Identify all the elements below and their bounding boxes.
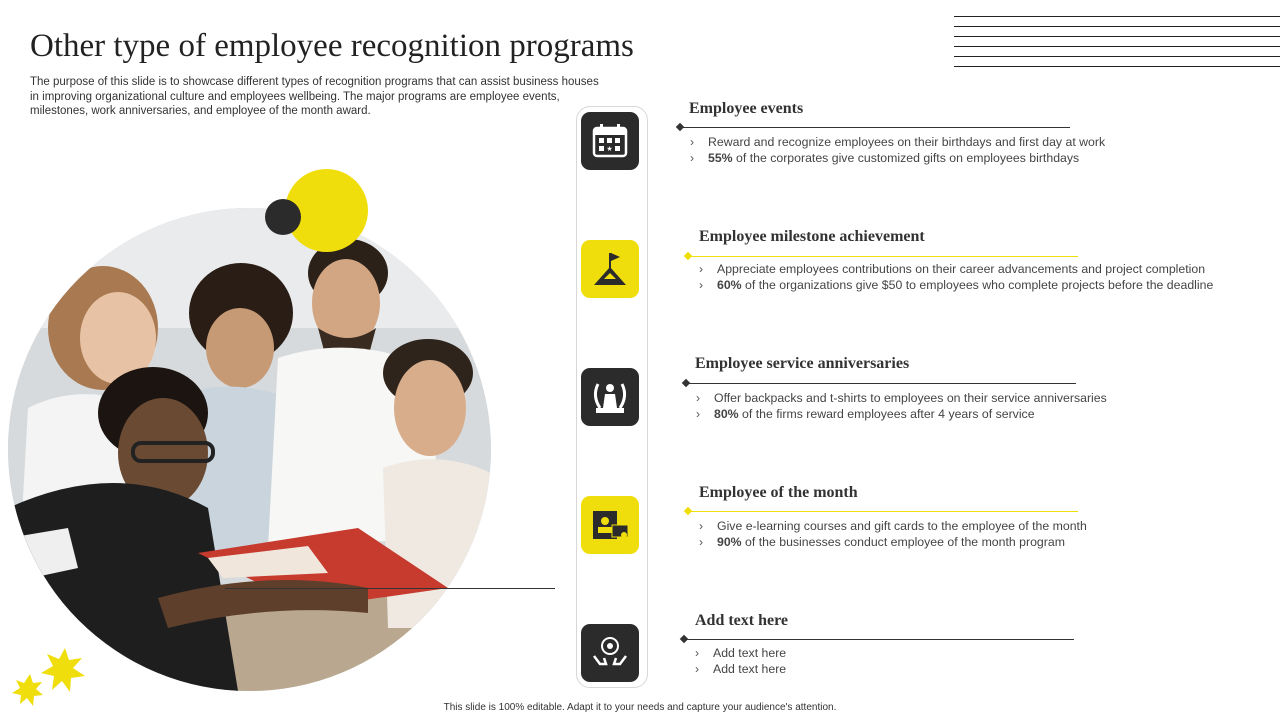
section-service-anniversaries xyxy=(695,355,909,373)
section-rule xyxy=(689,511,1078,512)
section-rule xyxy=(685,639,1074,640)
section-employee-of-month xyxy=(699,484,858,502)
list-item: › 55% of the corporates give customized gifts on employees birthdays xyxy=(690,151,1080,165)
list-item: › Give e-learning courses and gift cards to the employee of the month xyxy=(699,519,1087,533)
section-heading: Employee of the month xyxy=(699,484,858,501)
hands-target-icon xyxy=(581,624,639,682)
section-bullets xyxy=(690,134,1105,166)
page-title: Other type of employee recognition programs xyxy=(30,28,634,64)
list-item: › Offer backpacks and t-shirts to employees on their service anniversaries xyxy=(696,391,1107,405)
svg-text:★: ★ xyxy=(606,145,613,153)
section-add-text xyxy=(695,612,788,630)
list-item: › Add text here xyxy=(695,646,787,660)
team-photo-illustration xyxy=(8,208,491,691)
section-bullets xyxy=(695,645,786,677)
black-dot-decoration xyxy=(265,199,301,235)
section-bullets xyxy=(699,518,1087,550)
section-employee-milestone xyxy=(699,228,925,246)
section-heading: Employee milestone achievement xyxy=(699,228,925,245)
team-photo xyxy=(8,208,491,691)
list-item: › 80% of the firms reward employees after 4 years of service xyxy=(696,407,1035,421)
section-rule xyxy=(687,383,1076,384)
slide-description: The purpose of this slide is to showcase different types of recognition programs that can assist business houses in improving organizational culture and employees wellbeing. The major programs are employee events, milestones, work anniversaries, and employee of the month award. xyxy=(30,76,599,117)
footer-note: This slide is 100% editable. Adapt it to your needs and capture your audience's attention. xyxy=(443,702,837,713)
section-bullets xyxy=(699,261,1213,293)
section-bullets xyxy=(696,390,1107,422)
decorative-lines xyxy=(954,16,1280,76)
section-heading: Employee events xyxy=(689,100,804,117)
divider-line xyxy=(225,588,555,589)
section-rule xyxy=(689,256,1078,257)
section-rule xyxy=(681,127,1070,128)
list-item: › 90% of the businesses conduct employee of the month program xyxy=(699,535,1065,549)
list-item: › Appreciate employees contributions on their career advancements and project completion xyxy=(699,262,1206,276)
list-item: › 60% of the organizations give $50 to employees who complete projects before the deadline xyxy=(699,278,1214,292)
list-item: › Reward and recognize employees on their birthdays and first day at work xyxy=(690,135,1106,149)
star-burst-icon xyxy=(10,640,90,708)
section-employee-events xyxy=(689,100,803,118)
award-laurel-icon xyxy=(581,368,639,426)
certificate-icon xyxy=(581,496,639,554)
flag-mountain-icon xyxy=(581,240,639,298)
section-heading: Employee service anniversaries xyxy=(695,355,910,372)
calendar-icon xyxy=(581,112,639,170)
section-heading: Add text here xyxy=(695,612,789,629)
list-item: › Add text here xyxy=(695,662,787,676)
